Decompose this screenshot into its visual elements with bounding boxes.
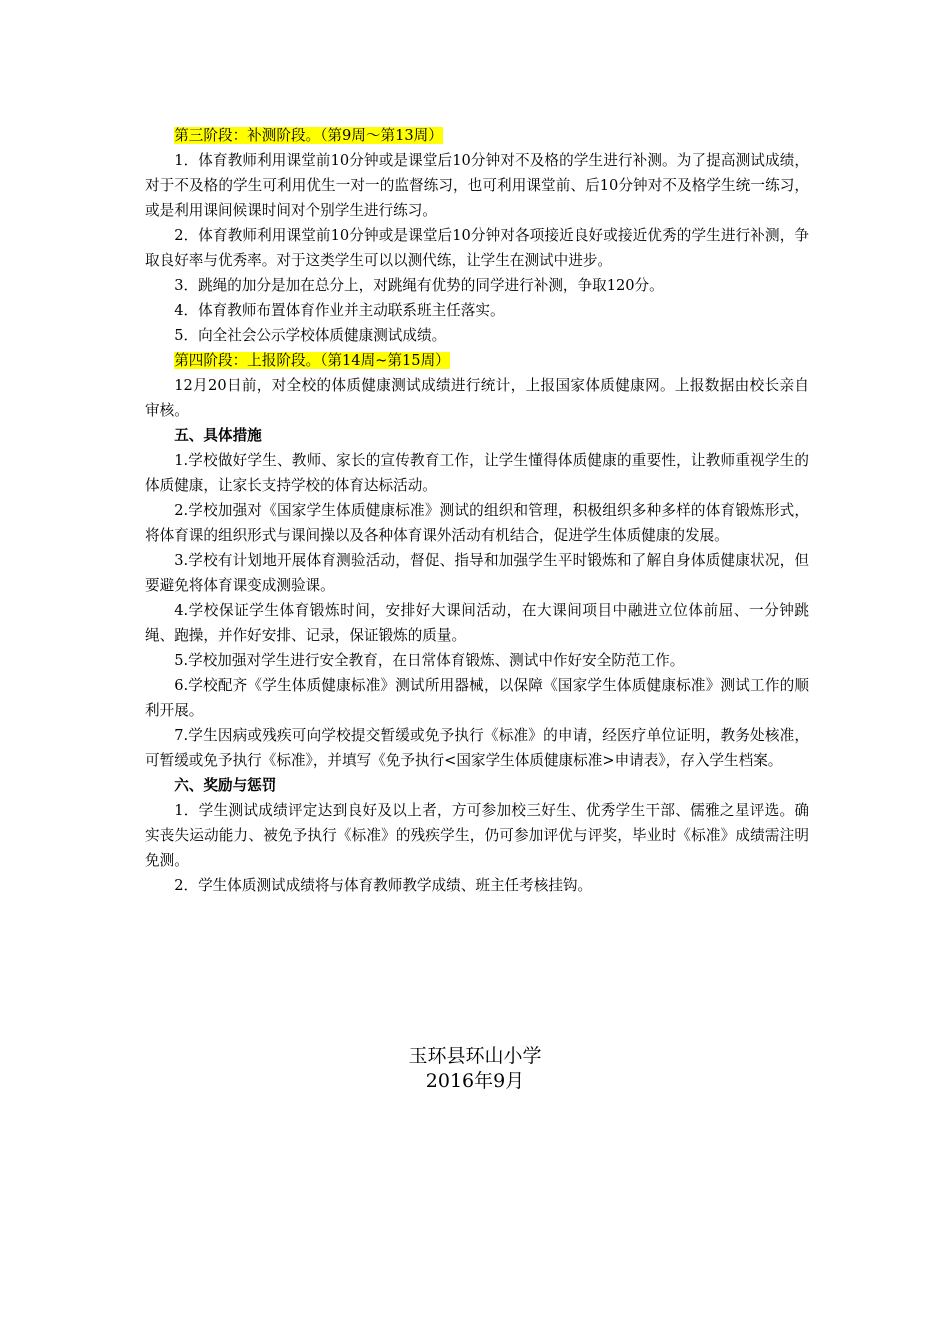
stage3-item-2: 2．体育教师利用课堂前10分钟或是课堂后10分钟对各项接近良好或接近优秀的学生进行补测，争取良好率与优秀率。对于这类学生可以以测代练，让学生在测试中进步。 bbox=[145, 227, 809, 269]
section5-item-1: 1.学校做好学生、教师、家长的宣传教育工作，让学生懂得体质健康的重要性，让教师重视学生的体质健康，让家长支持学校的体育达标活动。 bbox=[145, 452, 809, 494]
stage3-item-4: 4．体育教师布置体育作业并主动联系班主任落实。 bbox=[174, 302, 505, 319]
highlight: 第三阶段：补测阶段。（第9周～第13周） bbox=[174, 127, 443, 144]
stage3-item-3: 3．跳绳的加分是加在总分上，对跳绳有优势的同学进行补测，争取120分。 bbox=[174, 277, 664, 294]
section5-item-3: 3.学校有计划地开展体育测验活动，督促、指导和加强学生平时锻炼和了解自身体质健康状况，但要避免将体育课变成测验课。 bbox=[145, 552, 809, 594]
signature-block bbox=[0, 1044, 950, 1094]
section5-item-4: 4.学校保证学生体育锻炼时间，安排好大课间活动，在大课间项目中融进立位体前屈、一分钟跳绳、跑操，并作好安排、记录，保证锻炼的质量。 bbox=[145, 602, 809, 644]
section5-item-7: 7.学生因病或残疾可向学校提交暂缓或免予执行《标准》的申请，经医疗单位证明，教务处核准，可暂缓或免予执行《标准》，并填写《免予执行<国家学生体质健康标准>申请表》，存入学生档案。 bbox=[145, 727, 809, 769]
stage4-text: 12月20日前，对全校的体质健康测试成绩进行统计，上报国家体质健康网。上报数据由校长亲自审核。 bbox=[145, 377, 809, 419]
school-name: 玉环县环山小学 bbox=[408, 1045, 542, 1067]
section5-item-6: 6.学校配齐《学生体质健康标准》测试所用器械，以保障《国家学生体质健康标准》测试工作的顺利开展。 bbox=[145, 677, 809, 719]
section5-heading: 五、具体措施 bbox=[174, 427, 262, 444]
stage3-heading bbox=[145, 123, 809, 148]
stage3-item-1: 1．体育教师利用课堂前10分钟或是课堂后10分钟对不及格的学生进行补测。为了提高测试成绩，对于不及格的学生可利用优生一对一的监督练习，也可利用课堂前、后10分钟对不及格学生统一练习，或是利用课间候课时间对个别学生进行练习。 bbox=[145, 152, 809, 219]
stage4-heading bbox=[145, 348, 809, 373]
section6-heading: 六、奖励与惩罚 bbox=[174, 777, 277, 794]
stage3-item-5: 5．向全社会公示学校体质健康测试成绩。 bbox=[174, 327, 447, 344]
section5-item-5: 5.学校加强对学生进行安全教育，在日常体育锻炼、测试中作好安全防范工作。 bbox=[174, 652, 685, 669]
document-date: 2016年9月 bbox=[425, 1070, 525, 1092]
document-body bbox=[145, 123, 809, 898]
highlight: 第四阶段：上报阶段。（第14周~第15周） bbox=[174, 352, 450, 369]
section5-item-2: 2.学校加强对《国家学生体质健康标准》测试的组织和管理，积极组织多种多样的体育锻炼形式，将体育课的组织形式与课间操以及各种体育课外活动有机结合，促进学生体质健康的发展。 bbox=[145, 502, 809, 544]
section6-item-2: 2．学生体质测试成绩将与体育教师教学成绩、班主任考核挂钩。 bbox=[174, 877, 593, 894]
section6-item-1: 1．学生测试成绩评定达到良好及以上者，方可参加校三好生、优秀学生干部、儒雅之星评选。确实丧失运动能力、被免予执行《标准》的残疾学生，仍可参加评优与评奖，毕业时《标准》成绩需注明免测。 bbox=[145, 802, 809, 869]
